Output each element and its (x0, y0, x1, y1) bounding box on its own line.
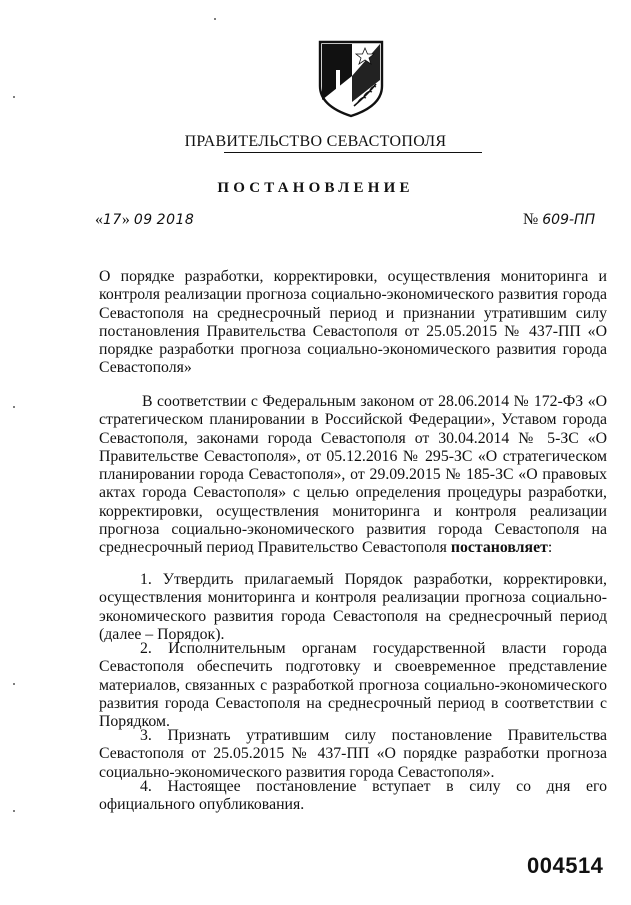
scan-speck (13, 683, 15, 685)
preamble-end: : (547, 539, 553, 557)
header-underline (224, 152, 482, 153)
list-item: 1. Утвердить прилагаемый Порядок разработки, корректировки, осуществления мониторинга и контроля реализации прогноза социально-экономического развития города Севастополя на среднесрочный период (далее – Порядок). (99, 571, 607, 643)
list-item: 2. Исполнительным органам государственной власти города Севастополя обеспечить подготовку и своевременное представление материалов, связанных с разработкой прогноза социально-экономического развития города Севастополя на среднесрочный период в соответствии с Порядком. (99, 640, 607, 731)
preamble-keyword: постановляет (450, 539, 548, 557)
date-month: 09 (133, 212, 153, 228)
serial-number: 004514 (527, 853, 604, 878)
document-type: ПОСТАНОВЛЕНИЕ (217, 180, 414, 196)
coat-of-arms-icon (318, 40, 384, 118)
scan-speck (13, 406, 15, 408)
date-year: 2018 (156, 212, 195, 228)
date-open-quote: « (95, 211, 103, 228)
date-day: 17 (103, 212, 122, 228)
document-title: О порядке разработки, корректировки, осуществления мониторинга и контроля реализации прогноза социально-экономического развития города Севастополя на среднесрочный период и признании утратившим силу постановления Правительства Севастополя от 25.05.2015 № 437-ПП «О порядке разработки прогноза социально-экономического развития города Севастополя» (99, 268, 607, 377)
scan-speck (13, 810, 15, 812)
organization-name: ПРАВИТЕЛЬСТВО СЕВАСТОПОЛЯ (184, 133, 447, 150)
preamble (99, 393, 607, 558)
number-prefix: № (523, 211, 539, 228)
document-date (95, 211, 194, 229)
date-close-quote: » (121, 211, 130, 228)
scan-speck (214, 18, 216, 20)
list-item: 4. Настоящее постановление вступает в силу со дня его официального опубликования. (99, 778, 607, 814)
preamble-text: В соответствии с Федеральным законом от 28.06.2014 № 172-ФЗ «О стратегическом планировании в Российской Федерации», Уставом города Севастополя, законами города Севастополя от 30.04.2014 № 5-ЗС «О Правительстве Севастополя», от 05.12.2016 № 295-ЗС «О стратегическом планировании города Севастополя», от 29.09.2015 № 185-ЗС «О правовых актах города Севастополя» с целью определения процедуры разработки, корректировки, осуществления мониторинга и контроля реализации прогноза социально-экономического развития города Севастополя на среднесрочный период Правительство Севастополя (99, 393, 607, 557)
list-item: 3. Признать утратившим силу постановление Правительства Севастополя от 25.05.2015 № 437-ПП «О порядке разработки прогноза социально-экономического развития города Севастополя». (99, 727, 607, 781)
number-value: 609-ПП (542, 212, 596, 228)
document-number (523, 211, 595, 229)
scan-speck (13, 96, 15, 98)
